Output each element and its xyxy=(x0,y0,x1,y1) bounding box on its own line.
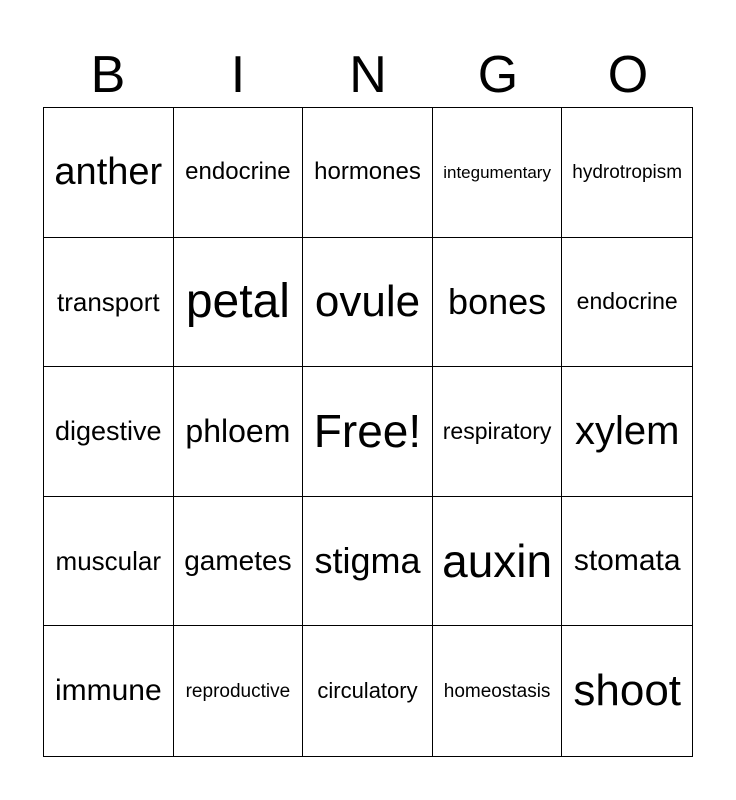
bingo-cell[interactable]: phloem xyxy=(174,367,304,497)
bingo-cell[interactable]: reproductive xyxy=(174,626,304,756)
bingo-board xyxy=(43,107,693,757)
bingo-cell[interactable]: digestive xyxy=(44,367,174,497)
header-letter-o: O xyxy=(607,46,649,104)
bingo-cell[interactable]: muscular xyxy=(44,497,174,627)
bingo-cell[interactable]: Free! xyxy=(303,367,433,497)
bingo-cell[interactable]: gametes xyxy=(174,497,304,627)
bingo-cell[interactable]: hormones xyxy=(303,108,433,238)
bingo-cell[interactable]: ovule xyxy=(303,238,433,368)
bingo-cell[interactable]: endocrine xyxy=(562,238,692,368)
header-letter-i: I xyxy=(230,46,246,104)
header-letter-g: G xyxy=(477,46,519,104)
bingo-cell[interactable]: immune xyxy=(44,626,174,756)
bingo-cell[interactable]: integumentary xyxy=(433,108,563,238)
bingo-cell[interactable]: respiratory xyxy=(433,367,563,497)
bingo-cell[interactable]: auxin xyxy=(433,497,563,627)
header-letter-b: B xyxy=(90,46,126,104)
bingo-cell[interactable]: homeostasis xyxy=(433,626,563,756)
bingo-cell[interactable]: petal xyxy=(174,238,304,368)
bingo-cell[interactable]: xylem xyxy=(562,367,692,497)
bingo-cell[interactable]: circulatory xyxy=(303,626,433,756)
header-letter-n: N xyxy=(349,46,387,104)
bingo-cell[interactable]: stigma xyxy=(303,497,433,627)
bingo-cell[interactable]: transport xyxy=(44,238,174,368)
bingo-header xyxy=(43,44,693,106)
bingo-cell[interactable]: anther xyxy=(44,108,174,238)
bingo-cell[interactable]: bones xyxy=(433,238,563,368)
bingo-cell[interactable]: shoot xyxy=(573,666,682,716)
bingo-cell[interactable]: hydrotropism xyxy=(562,108,692,238)
bingo-cell[interactable]: endocrine xyxy=(174,108,304,238)
bingo-cell[interactable]: stomata xyxy=(562,497,692,627)
